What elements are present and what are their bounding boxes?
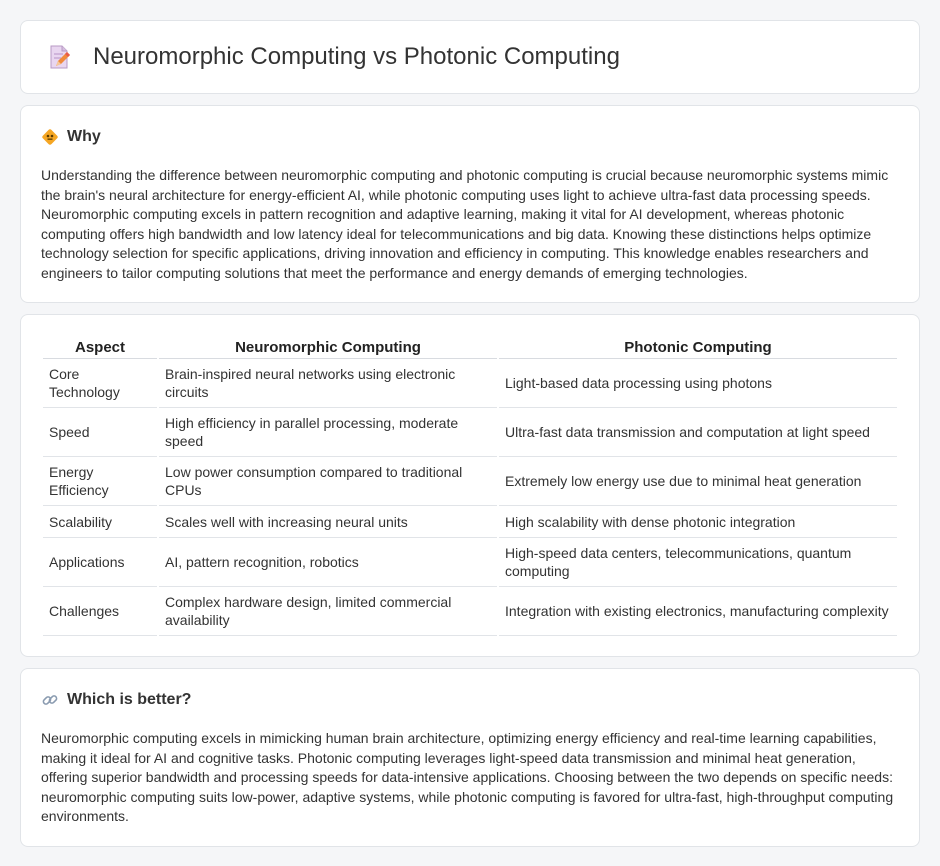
- cell-neuromorphic: Brain-inspired neural networks using electronic circuits: [159, 359, 497, 408]
- why-section: [20, 105, 920, 303]
- cell-aspect: Scalability: [43, 506, 157, 538]
- page-title: Neuromorphic Computing vs Photonic Computing: [93, 43, 620, 70]
- cell-photonic: Light-based data processing using photons: [499, 359, 897, 408]
- better-title: Which is better?: [67, 691, 192, 708]
- cell-neuromorphic: Complex hardware design, limited commercial availability: [159, 587, 497, 636]
- table-header-row: [43, 333, 897, 359]
- better-paragraph: Neuromorphic computing excels in mimicking human brain architecture, optimizing energy efficiency and real-time learning capabilities, making it ideal for AI and cognitive tasks. Photonic computing leverages light-speed data transmission and minimal heat generation, offering superior bandwidth and processing speeds for data-intensive applications. Choosing between the two depends on specific needs: neuromorphic computing suits low-power, adaptive systems, while photonic computing is favored for ultra-fast, high-throughput computing environments.: [41, 730, 894, 824]
- cell-photonic: Integration with existing electronics, manufacturing complexity: [499, 587, 897, 636]
- cell-aspect: Applications: [43, 538, 157, 587]
- cell-aspect: Challenges: [43, 587, 157, 636]
- cell-photonic: High scalability with dense photonic integration: [499, 506, 897, 538]
- table-row: [43, 359, 897, 408]
- header-aspect: Aspect: [43, 333, 157, 359]
- table-row: [43, 506, 897, 538]
- why-title: Why: [67, 128, 101, 145]
- header-neuromorphic: Neuromorphic Computing: [159, 333, 497, 359]
- header-photonic: Photonic Computing: [499, 333, 897, 359]
- document-pencil-icon: [45, 43, 73, 71]
- table-row: [43, 538, 897, 587]
- header-card: [20, 20, 920, 94]
- table-row: [43, 457, 897, 506]
- cell-neuromorphic: Scales well with increasing neural units: [159, 506, 497, 538]
- cell-aspect: Energy Efficiency: [43, 457, 157, 506]
- cell-photonic: Extremely low energy use due to minimal heat generation: [499, 457, 897, 506]
- diamond-sign-icon: [41, 128, 59, 146]
- comparison-table: [41, 333, 899, 636]
- cell-neuromorphic: Low power consumption compared to traditional CPUs: [159, 457, 497, 506]
- cell-photonic: High-speed data centers, telecommunications, quantum computing: [499, 538, 897, 587]
- table-row: [43, 408, 897, 457]
- why-header: [41, 128, 899, 146]
- better-header: [41, 691, 899, 709]
- better-section: [20, 668, 920, 847]
- table-row: [43, 587, 897, 636]
- why-paragraph: Understanding the difference between neuromorphic computing and photonic computing is crucial because neuromorphic systems mimic the brain's neural architecture for energy-efficient AI, while photonic computing uses light to achieve ultra-fast data processing speeds. Neuromorphic computing excels in pattern recognition and adaptive learning, making it vital for AI development, whereas photonic computing offers high bandwidth and low latency ideal for telecommunications and big data. Knowing these distinctions helps optimize technology selection for specific applications, driving innovation and efficiency in computing. This knowledge enables researchers and engineers to tailor computing solutions that meet the performance and energy demands of emerging technologies.: [41, 167, 889, 281]
- cell-neuromorphic: High efficiency in parallel processing, moderate speed: [159, 408, 497, 457]
- cell-photonic: Ultra-fast data transmission and computation at light speed: [499, 408, 897, 457]
- cell-neuromorphic: AI, pattern recognition, robotics: [159, 538, 497, 587]
- comparison-section: [20, 314, 920, 657]
- cell-aspect: Core Technology: [43, 359, 157, 408]
- link-icon: [41, 691, 59, 709]
- cell-aspect: Speed: [43, 408, 157, 457]
